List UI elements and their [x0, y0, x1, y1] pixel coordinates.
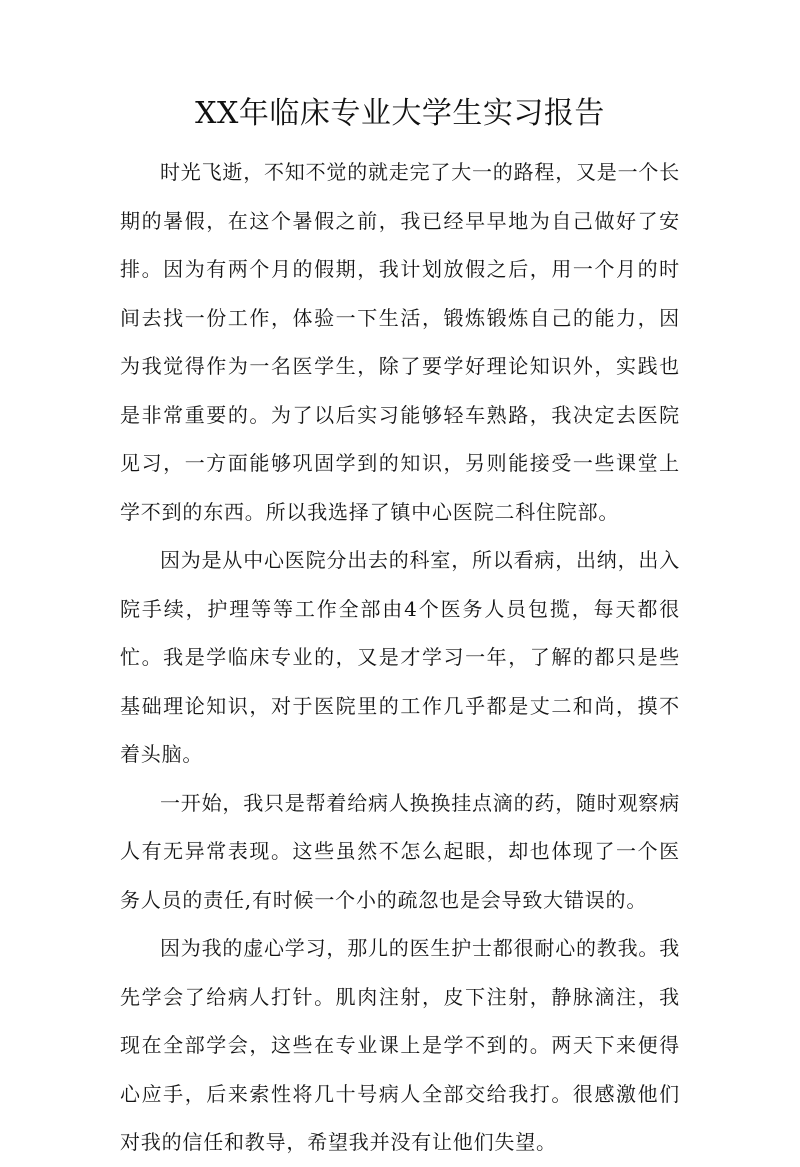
paragraph-2: 因为是从中心医院分出去的科室，所以看病，出纳，出入院手续，护理等等工作全部由4个医务人员包揽，每天都很忙。我是学临床专业的，又是才学习一年，了解的都只是些基础理论知识，对于医院里的工作几乎都是丈二和尚，摸不着头脑。	[120, 548, 680, 766]
document-title: XX年临床专业大学生实习报告	[195, 96, 605, 131]
document-body	[120, 148, 680, 1167]
paragraph-3: 一开始，我只是帮着给病人换换挂点滴的药，随时观察病人有无异常表现。这些虽然不怎么起眼，却也体现了一个医务人员的责任,有时候一个小的疏忽也是会导致大错误的。	[120, 790, 680, 912]
paragraph-4: 因为我的虚心学习，那儿的医生护士都很耐心的教我。我先学会了给病人打针。肌肉注射，皮下注射，静脉滴注，我现在全部学会，这些在专业课上是学不到的。两天下来便得心应手，后来索性将几十号病人全部交给我打。很感激他们对我的信任和教导，希望我并没有让他们失望。	[120, 936, 680, 1154]
paragraph-1: 时光飞逝，不知不觉的就走完了大一的路程，又是一个长期的暑假，在这个暑假之前，我已经早早地为自己做好了安排。因为有两个月的假期，我计划放假之后，用一个月的时间去找一份工作，体验一下生活，锻炼锻炼自己的能力，因为我觉得作为一名医学生，除了要学好理论知识外，实践也是非常重要的。为了以后实习能够轻车熟路，我决定去医院见习，一方面能够巩固学到的知识，另则能接受一些课堂上学不到的东西。所以我选择了镇中心医院二科住院部。	[120, 160, 680, 524]
